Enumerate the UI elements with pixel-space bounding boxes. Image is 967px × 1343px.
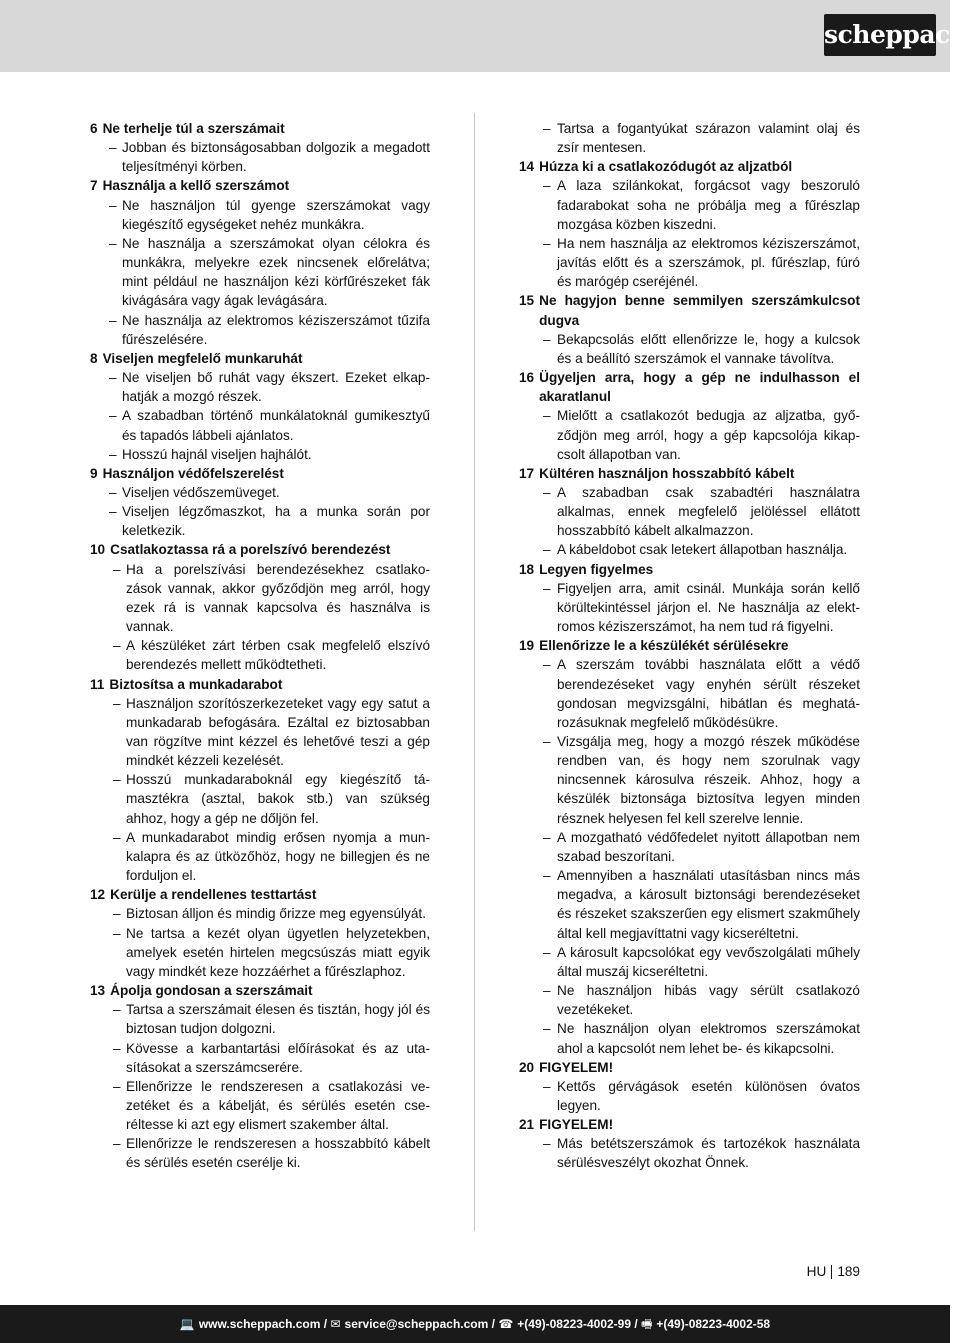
list-item xyxy=(90,368,430,406)
list-item-text: Ne használjon olyan elektromos szerszámokat ahol a kapcsolót nem lehet be- és kikapcsolni. xyxy=(557,1021,860,1056)
list-item xyxy=(90,1039,430,1077)
section-title: Kültéren használjon hosszabbító kábelt xyxy=(539,465,795,481)
section-heading xyxy=(90,119,430,138)
section-heading xyxy=(90,349,430,368)
list-item xyxy=(90,196,430,234)
section xyxy=(90,540,430,674)
section xyxy=(90,464,430,541)
section-heading xyxy=(519,1115,860,1134)
list-item xyxy=(519,176,860,233)
section-heading xyxy=(519,291,860,329)
list-item-text: Tartsa a fogantyúkat szárazon valamint olaj és zsír mentesen. xyxy=(557,121,860,156)
dash-bullet: – xyxy=(113,695,121,711)
list-item-text: Ellenőrizze le rendszeresen a csatlakozási vezetéket és a kábelját, és sérülés esetén cseréltesse ki azt egy elismert szakember által. xyxy=(126,1078,430,1133)
list-item-text: Biztosan álljon és mindig őrizze meg egyensúlyát. xyxy=(126,906,426,922)
dash-bullet: – xyxy=(543,235,551,251)
dash-bullet: – xyxy=(543,1021,551,1037)
list-item xyxy=(519,540,860,559)
left-column xyxy=(90,119,430,1173)
section-number: 6 xyxy=(90,121,98,136)
list-item xyxy=(90,1134,430,1172)
dash-bullet: – xyxy=(543,542,551,558)
dash-bullet: – xyxy=(543,408,551,424)
fax-icon: 🖷 xyxy=(641,1317,653,1331)
section xyxy=(519,464,860,560)
footer-email[interactable]: service@scheppach.com / xyxy=(344,1317,495,1331)
section-number: 16 xyxy=(519,370,535,386)
section-heading xyxy=(90,885,430,904)
header-band xyxy=(0,0,967,72)
section xyxy=(519,1115,860,1172)
section-number: 13 xyxy=(90,983,106,999)
list-item-text: Viseljen légzőmaszkot, ha a munka során por keletkezik. xyxy=(122,504,430,539)
section-number: 21 xyxy=(519,1117,535,1133)
section xyxy=(519,368,860,464)
section-number: 8 xyxy=(90,350,98,366)
list-item xyxy=(90,445,430,464)
list-item-text: A kábeldobot csak letekert állapotban használja. xyxy=(557,542,848,558)
dash-bullet: – xyxy=(543,944,551,960)
section xyxy=(90,176,430,348)
list-item-text: Vizsgálja meg, hogy a mozgó részek működése rendben van, és hogy nem szorulnak vagy nincsennek károsulva részeik. Ahhoz, hogy a készülék biztonsága biztosítva legyen minden résznek helyesen fel kell szerelve lennie. xyxy=(557,734,860,826)
section-title: Csatlakoztassa rá a porelszívó berendezést xyxy=(110,542,391,558)
section-title: Legyen figyelmes xyxy=(539,561,654,577)
dash-bullet: – xyxy=(543,829,551,845)
section-heading xyxy=(519,636,860,655)
section xyxy=(90,675,430,886)
section xyxy=(519,291,860,368)
dash-bullet: – xyxy=(113,925,121,941)
dash-bullet: – xyxy=(113,638,121,654)
list-item xyxy=(519,483,860,540)
dash-bullet: – xyxy=(109,235,117,251)
dash-bullet: – xyxy=(109,140,117,156)
section-title: Ne hagyjon benne semmilyen szerszámkulcsot dugva xyxy=(539,293,860,328)
section-number: 14 xyxy=(519,159,535,175)
section-number: 17 xyxy=(519,465,535,481)
list-item-text: Ne használja a szerszámokat olyan célokra és munkákra, melyekre ezek nincsenek előrelátva; mint például ne használjon kézi körfűrészeket fák kivágására vagy ágak levágására. xyxy=(122,235,430,309)
footer-bar xyxy=(0,1305,950,1343)
dash-bullet: – xyxy=(113,1040,121,1056)
list-item xyxy=(519,579,860,636)
list-item-text: Ne használjon hibás vagy sérült csatlakozó vezetékeket. xyxy=(557,983,860,1018)
dash-bullet: – xyxy=(543,657,551,673)
list-item-text: Kettős gérvágások esetén különösen óvatos legyen. xyxy=(557,1078,860,1113)
section-heading xyxy=(90,675,430,694)
dash-bullet: – xyxy=(113,772,121,788)
list-item xyxy=(519,1019,860,1057)
dash-bullet: – xyxy=(109,197,117,213)
list-item xyxy=(519,981,860,1019)
section-heading xyxy=(90,176,430,195)
list-item-text: Bekapcsolás előtt ellenőrizze le, hogy a kulcsok és a beállító szerszámok el vannake távolítva. xyxy=(557,331,860,366)
list-item xyxy=(90,636,430,674)
section xyxy=(519,560,860,637)
list-item xyxy=(519,1134,860,1172)
section-number: 11 xyxy=(90,676,105,692)
section-number: 20 xyxy=(519,1059,535,1075)
section-number: 15 xyxy=(519,293,535,309)
list-item-text: Amennyiben a használati utasításban nincs más megadva, a károsult biztonsági berendezéseket és részeket szakszerűen egy elismert szakműhely által kell megjavíttatni vagy kicseréltetni. xyxy=(557,868,860,941)
list-item-text: A munkadarabot mindig erősen nyomja a munkalapra és az ütközőhöz, hogy ne billegjen és ne forduljon el. xyxy=(126,829,430,884)
dash-bullet: – xyxy=(113,1078,121,1094)
section-title: Használja a kellő szerszámot xyxy=(102,178,290,194)
dash-bullet: – xyxy=(109,370,117,386)
section-heading xyxy=(90,464,430,483)
page-lang: HU xyxy=(806,1264,827,1279)
section-title: Ügyeljen arra, hogy a gép ne indulhasson el akaratlanul xyxy=(539,370,860,405)
dash-bullet: – xyxy=(109,484,117,500)
section-number: 7 xyxy=(90,178,98,194)
dash-bullet: – xyxy=(109,504,117,520)
list-item xyxy=(90,1000,430,1038)
list-item-text: Mielőtt a csatlakozót bedugja az aljzatba, győződjön meg arról, hogy a gép kapcsolója kikapcsolt állapotban van. xyxy=(557,408,860,462)
list-item-text: Ellenőrizze le rendszeresen a hosszabbító kábelt és sérülés esetén cserélje ki. xyxy=(126,1136,430,1171)
list-item-text: Tartsa a szerszámait élesen és tisztán, hogy jól és biztosan tudjon dolgozni. xyxy=(126,1002,430,1037)
list-item-text: Kövesse a karbantartási előírásokat és az utasításokat a szerszámcserére. xyxy=(126,1040,430,1075)
list-item-text: Jobban és biztonságosabban dolgozik a megadott teljesítményi körben. xyxy=(122,140,430,175)
list-item-text: A szerszám további használata előtt a védő berendezéseket vagy enyhén sérült részeket gondosan megvizsgálni, hibátlan és meghatározásuknak megfelelő működésükre. xyxy=(557,657,860,730)
list-item xyxy=(519,943,860,981)
list-item-text: Figyeljen arra, amit csinál. Munkája során kellő körültekintéssel járjon el. Ne használja az elektromos kéziszerszámot, ha nem tud rá figyelni. xyxy=(557,580,860,635)
list-item-text: Hosszú hajnál viseljen hajhálót. xyxy=(122,446,312,462)
section-heading xyxy=(519,1058,860,1077)
list-item-text: Ne használja az elektromos kéziszerszámot tűzifa fűrészelésére. xyxy=(122,312,430,347)
section-title: Használjon védőfelszerelést xyxy=(102,465,284,481)
list-item-text: A szabadban csak szabadtéri használatra alkalmas, ennek megfelelő jelöléssel ellátott hosszabbító kábelt alkalmazzon. xyxy=(557,484,860,539)
list-item xyxy=(90,694,430,771)
dash-bullet: – xyxy=(543,121,551,136)
dash-bullet: – xyxy=(543,734,551,749)
list-item xyxy=(519,406,860,463)
section-heading xyxy=(519,157,860,176)
dash-bullet: – xyxy=(113,1136,121,1152)
section xyxy=(90,885,430,981)
list-item xyxy=(519,119,860,157)
section-number: 9 xyxy=(90,465,98,481)
list-item-text: Használjon szorítószerkezeteket vagy egy satut a munkadarab befogására. Ezáltal ez biztosabban van rögzítve mint kézzel és lehetővé teszi a gép mindkét kézzeli kezelését. xyxy=(126,695,430,769)
section-heading xyxy=(519,464,860,483)
section-title: Ne terhelje túl a szerszámait xyxy=(102,121,285,136)
dash-bullet: – xyxy=(113,906,121,922)
list-item xyxy=(519,1077,860,1115)
list-item xyxy=(90,311,430,349)
section-number: 18 xyxy=(519,561,535,577)
list-item-text: A szabadban történő munkálatoknál gumikesztyű és tapadós lábbeli ajánlatos. xyxy=(122,408,430,443)
section xyxy=(519,1058,860,1115)
list-item xyxy=(519,330,860,368)
list-item xyxy=(90,483,430,502)
column-divider xyxy=(474,113,475,1231)
list-item xyxy=(90,770,430,827)
section xyxy=(519,119,860,157)
dash-bullet: – xyxy=(543,484,551,500)
list-item-text: Hosszú munkadaraboknál egy kiegészítő támasztékra (asztal, bakok stb.) van szükség ahhoz, hogy a gép ne dőljön fel. xyxy=(126,772,430,826)
list-item-text: Más betétszerszámok és tartozékok használata sérülésveszélyt okozhat Önnek. xyxy=(557,1136,860,1171)
list-item xyxy=(90,560,430,637)
section-title: Húzza ki a csatlakozódugót az aljzatból xyxy=(539,159,793,175)
section xyxy=(519,636,860,1057)
section-heading xyxy=(90,981,430,1000)
section xyxy=(90,119,430,176)
page-number xyxy=(807,1264,860,1279)
list-item-text: Ha a porelszívási berendezésekhez csatlakozások vannak, akkor győződjön meg arról, hogy ezek rá is vannak kapcsolva és használva is vannak. xyxy=(126,561,430,635)
list-item xyxy=(519,866,860,943)
section-heading xyxy=(90,540,430,559)
list-item xyxy=(519,655,860,732)
list-item xyxy=(90,502,430,540)
section-title: Biztosítsa a munkadarabot xyxy=(109,676,283,692)
section-number: 10 xyxy=(90,542,106,558)
page-number-value: 189 xyxy=(837,1264,860,1279)
dash-bullet: – xyxy=(543,1136,551,1152)
section-number: 12 xyxy=(90,887,106,903)
list-item xyxy=(519,234,860,291)
list-item-text: A laza szilánkokat, forgácsot vagy beszoruló fadarabokat soha ne próbálja meg a fűrészlap mozgása közben kiszedni. xyxy=(557,178,860,232)
list-item xyxy=(90,904,430,923)
dash-bullet: – xyxy=(113,829,121,845)
list-item xyxy=(519,732,860,828)
list-item xyxy=(90,1077,430,1134)
dash-bullet: – xyxy=(543,983,551,999)
section-heading xyxy=(519,560,860,579)
section-number: 19 xyxy=(519,638,535,654)
footer-phone: +(49)-08223-4002-99 / xyxy=(517,1317,638,1331)
dash-bullet: – xyxy=(113,1002,121,1018)
section-title: Ellenőrizze le a készülékét sérülésekre xyxy=(539,638,789,654)
section-title: Viseljen megfelelő munkaruhát xyxy=(102,350,303,366)
dash-bullet: – xyxy=(543,178,551,194)
scheppach-logo: scheppach xyxy=(824,14,936,56)
footer-website[interactable]: www.scheppach.com / xyxy=(198,1317,328,1331)
list-item xyxy=(90,138,430,176)
list-item-text: Viseljen védőszemüveget. xyxy=(122,484,280,500)
list-item-text: Ha nem használja az elektromos kéziszerszámot, javítás előtt és a szerszámok, pl. fűrészlap, fúró és marógép cseréjénél. xyxy=(557,235,860,290)
footer-fax: +(49)-08223-4002-58 xyxy=(656,1317,771,1331)
dash-bullet: – xyxy=(543,331,551,347)
computer-icon: 💻 xyxy=(179,1317,195,1331)
list-item-text: A készüléket zárt térben csak megfelelő elszívó berendezés mellett működtetheti. xyxy=(126,638,430,673)
dash-bullet: – xyxy=(109,446,117,462)
list-item xyxy=(90,924,430,981)
dash-bullet: – xyxy=(543,1078,551,1094)
dash-bullet: – xyxy=(109,312,117,328)
section-title: Kerülje a rendellenes testtartást xyxy=(110,887,317,903)
list-item-text: Ne viseljen bő ruhát vagy ékszert. Ezeket elkaphatják a mozgó részek. xyxy=(122,370,430,405)
list-item xyxy=(90,234,430,311)
dash-bullet: – xyxy=(543,868,551,884)
section-heading xyxy=(519,368,860,406)
page-number-separator xyxy=(831,1265,832,1279)
dash-bullet: – xyxy=(113,561,121,577)
section xyxy=(90,349,430,464)
section-title: FIGYELEM! xyxy=(539,1117,614,1133)
list-item-text: Ne használjon túl gyenge szerszámokat vagy kiegészítő egységeket nehéz munkákra. xyxy=(122,197,430,232)
section xyxy=(90,981,430,1173)
list-item xyxy=(90,828,430,885)
dash-bullet: – xyxy=(543,580,551,596)
section-title: FIGYELEM! xyxy=(539,1059,614,1075)
list-item xyxy=(519,828,860,866)
right-column xyxy=(519,119,860,1173)
section xyxy=(519,157,860,291)
list-item-text: A mozgatható védőfedelet nyitott állapotban nem szabad beszorítani. xyxy=(557,829,860,864)
list-item xyxy=(90,406,430,444)
dash-bullet: – xyxy=(109,408,117,424)
list-item-text: A károsult kapcsolókat egy vevőszolgálati műhely által muszáj kicseréltetni. xyxy=(557,944,860,979)
section-title: Ápolja gondosan a szerszámait xyxy=(110,983,313,999)
phone-icon: ☎ xyxy=(498,1317,514,1331)
list-item-text: Ne tartsa a kezét olyan ügyetlen helyzetekben, amelyek esetén hirtelen megcsúszás miatt egyik vagy mindkét keze hozzáérhet a fűrészlaphoz. xyxy=(126,925,430,979)
mail-icon: ✉ xyxy=(330,1317,341,1331)
